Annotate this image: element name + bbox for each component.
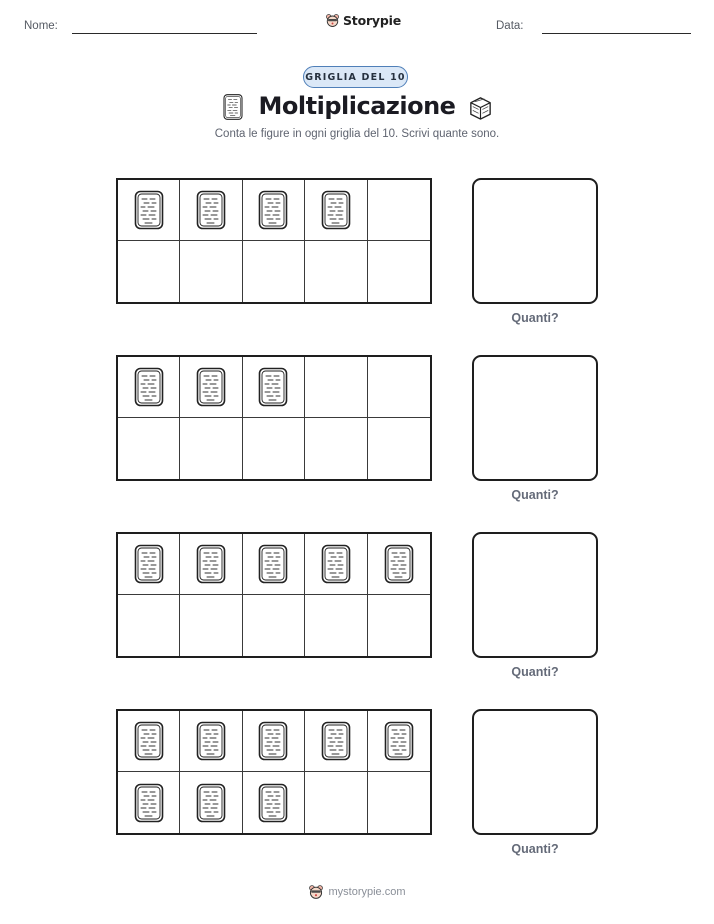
ten-frame-cell [305, 772, 367, 833]
textured-tile-icon [134, 367, 164, 407]
ten-frame-cell [368, 711, 430, 772]
ten-frame-cell [305, 241, 367, 302]
page-subtitle: Conta le figure in ogni griglia del 10. Scrivi quante sono. [214, 128, 500, 140]
textured-tile-icon [196, 544, 226, 584]
answer-label: Quanti? [511, 488, 559, 502]
ten-frame-cell [305, 534, 367, 595]
textured-tile-icon [134, 721, 164, 761]
textured-tile-icon [321, 190, 351, 230]
ten-frame-cell [305, 711, 367, 772]
textured-tile-icon [196, 367, 226, 407]
ten-frame-cell [243, 595, 305, 656]
crate-icon [467, 94, 494, 121]
ten-frame-cell [118, 357, 180, 418]
ten-frame-cell [180, 241, 242, 302]
ten-frame-cell [118, 180, 180, 241]
footer-url: mystorypie.com [328, 886, 406, 898]
ten-frame-cell [368, 772, 430, 833]
ten-frame-cell [180, 180, 242, 241]
ten-frame-cell [180, 772, 242, 833]
answer-box[interactable] [472, 532, 598, 658]
answer-label: Quanti? [511, 665, 559, 679]
ten-frame-cell [243, 418, 305, 479]
textured-tile-icon [258, 721, 288, 761]
textured-tile-icon [321, 721, 351, 761]
ten-frame-cell [305, 418, 367, 479]
ten-frame-cell [243, 180, 305, 241]
ten-frame-cell [180, 418, 242, 479]
textured-tile-icon [134, 544, 164, 584]
name-field-line[interactable] [72, 33, 257, 34]
ten-frame [116, 532, 432, 658]
storypie-mascot-icon [325, 13, 340, 28]
name-label: Nome: [24, 20, 58, 32]
textured-tile-icon [134, 783, 164, 823]
ten-frame-cell [305, 357, 367, 418]
ten-frame-cell [368, 241, 430, 302]
ten-frame-cell [368, 534, 430, 595]
ten-frame-cell [180, 357, 242, 418]
answer-box[interactable] [472, 355, 598, 481]
ten-frame-cell [180, 711, 242, 772]
ten-frame-cell [368, 357, 430, 418]
textured-tile-icon [196, 783, 226, 823]
answer-box[interactable] [472, 709, 598, 835]
textured-tile-icon [384, 721, 414, 761]
answer-label: Quanti? [511, 842, 559, 856]
ten-frame [116, 709, 432, 835]
ten-frame-cell [180, 534, 242, 595]
date-field-line[interactable] [542, 33, 691, 34]
ten-frame-cell [243, 357, 305, 418]
brand-logo [325, 13, 401, 28]
ten-frame-cell [118, 595, 180, 656]
ten-frame-cell [305, 180, 367, 241]
ten-frame [116, 178, 432, 304]
textured-tile-icon [321, 544, 351, 584]
ten-frame-cell [118, 418, 180, 479]
ten-frame [116, 355, 432, 481]
ten-frame-cell [305, 595, 367, 656]
textured-tile-icon [384, 544, 414, 584]
textured-tile-icon [134, 190, 164, 230]
ten-frame-cell [118, 772, 180, 833]
answer-label: Quanti? [511, 311, 559, 325]
textured-tile-icon [258, 783, 288, 823]
textured-tile-icon [196, 721, 226, 761]
ten-frame-cell [243, 711, 305, 772]
storypie-mascot-icon [308, 884, 324, 900]
textured-tile-icon [258, 367, 288, 407]
ten-frame-cell [118, 534, 180, 595]
textured-tile-icon [196, 190, 226, 230]
answer-box[interactable] [472, 178, 598, 304]
brand-name: Storypie [343, 13, 401, 28]
page-title: Moltiplicazione [258, 92, 456, 120]
ten-frame-cell [118, 241, 180, 302]
ten-frame-cell [368, 418, 430, 479]
ten-frame-cell [243, 534, 305, 595]
footer [0, 884, 714, 900]
topic-badge: GRIGLIA DEL 10 [303, 66, 408, 88]
textured-tile-icon [258, 544, 288, 584]
ten-frame-cell [243, 772, 305, 833]
textured-tile-icon [258, 190, 288, 230]
ten-frame-cell [368, 180, 430, 241]
date-label: Data: [496, 20, 524, 32]
ten-frame-cell [118, 711, 180, 772]
ten-frame-cell [368, 595, 430, 656]
ten-frame-cell [243, 241, 305, 302]
ten-frame-cell [180, 595, 242, 656]
